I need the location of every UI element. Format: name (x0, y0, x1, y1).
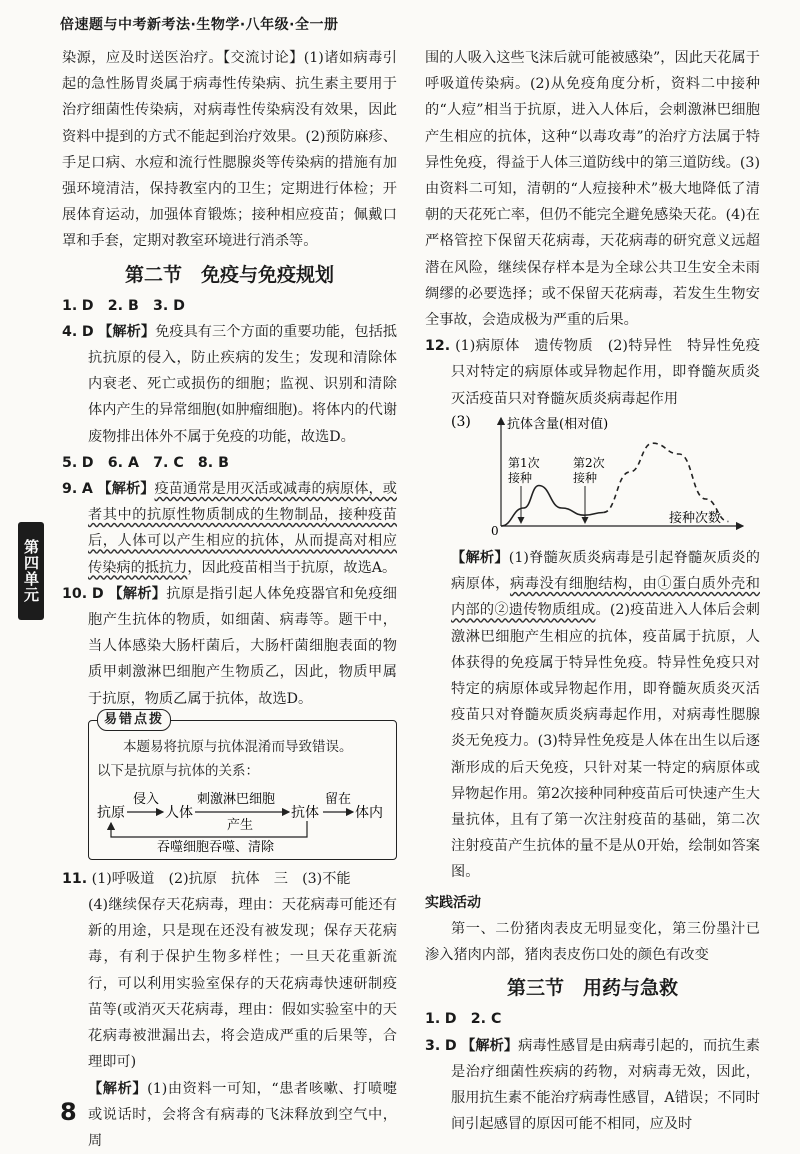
diagram-phago-label: 吞噬细胞吞噬、清除 (157, 839, 275, 853)
tip-line-2: 以下是抗原与抗体的关系： (97, 759, 388, 783)
chart-annotation-1b: 接种 (508, 470, 532, 485)
running-header: 倍速题与中考新考法·生物学·八年级·全一册 (60, 14, 338, 34)
diagram-inbody: 体内 (355, 804, 383, 821)
chart-annotation-2a: 第2次 (573, 455, 605, 470)
diagram-antigen: 抗原 (97, 804, 125, 821)
answer-11: 11. (1)呼吸道 (2)抗原 抗体 三 (3)不能 (62, 866, 397, 892)
answer-1-3: 1. D 2. B 3. D (62, 293, 397, 319)
diagram-enter-label: 侵入 (133, 792, 159, 807)
antigen-antibody-diagram (97, 783, 387, 853)
answer-b1-2: 1. D 2. C (425, 1006, 760, 1032)
unit-tab: 第四单元 (18, 522, 44, 620)
answer-11-analysis: 【解析】(1)由资料一可知，“患者咳嗽、打喷嚏或说话时，会将含有病毒的飞沫释放到空气中，周 (62, 1076, 397, 1154)
practice-title: 实践活动 (425, 890, 760, 916)
diagram-antibody: 抗体 (291, 804, 319, 821)
answer-10: 10. D 【解析】抗原是指引起人体免疫器官和免疫细胞产生抗体的物质，如细菌、病毒等。题干中，当人体感染大肠杆菌后，大肠杆菌细胞表面的物质甲刺激淋巴细胞产生物质乙，因此，物质甲属于抗原，物质乙属于抗体，故选D。 (62, 581, 397, 712)
chart-part-label: (3) (451, 414, 471, 430)
chart-annotation-2b: 接种 (573, 470, 597, 485)
intro-paragraph: 染源，应及时送医治疗。【交流讨论】(1)诸如病毒引起的急性肠胃炎属于病毒性传染病、抗生素主要用于治疗细菌性传染病，对病毒性传染病没有效果，因此资料中提到的方式不能起到治疗效果。(2)预防麻疹、手足口病、水痘和流行性腮腺炎等传染病的措施有加强环境清洁，保持教室内的卫生；定期进行体检；开展体育运动，加强体育锻炼；接种相应疫苗；佩戴口罩和手套，定期对教室环境进行消杀等。 (62, 45, 397, 255)
diagram-stim-label: 刺激淋巴细胞 (197, 791, 275, 807)
chart-series-segment-1 (501, 485, 603, 526)
section-title-3: 第三节 用药与急救 (425, 974, 760, 1002)
tip-box (88, 720, 397, 860)
answer-9: 9. A 【解析】疫苗通常是用灭活或减毒的病原体，或者其中的抗原性物质制成的生物制品，接种疫苗后，人体可以产生相应的抗体，从而提高对相应传染病的抵抗力，因此疫苗相当于抗原，故选A。 (62, 476, 397, 581)
diagram-body: 人体 (165, 804, 193, 821)
section-title-2: 第二节 免疫与免疫规划 (62, 261, 397, 289)
diagram-produce-label: 产生 (227, 817, 253, 833)
antibody-chart (451, 414, 751, 536)
diagram-remain-label: 留在 (325, 792, 351, 807)
left-column (62, 45, 397, 1154)
answer-12-analysis: 【解析】(1)脊髓灰质炎病毒是引起脊髓灰质炎的病原体，病毒没有细胞结构，由①蛋白质外壳和内部的②遗传物质组成。(2)疫苗进入人体后会刺激淋巴细胞产生相应的抗体，疫苗属于抗原，人体获得的免疫属于特异性免疫。特异性免疫只对特定的病原体或异物起作用，即脊髓灰质炎灭活疫苗只对脊髓灰质炎病毒起作用，对病毒性腮腺炎无免疫力。(3)特异性免疫是人体在出生以后逐渐形成的后天免疫，只针对某一特定的病原体或异物起作用。第2次接种同种疫苗后可快速产生大量抗体，且有了第一次注射疫苗的基础，第二次注射疫苗产生抗体的量不是从0开始，绘制如答案图。 (425, 545, 760, 886)
answer-12: 12. (1)病原体 遗传物质 (2)特异性 特异性免疫只对特定的病原体或异物起作用，即脊髓灰质炎灭活疫苗只对脊髓灰质炎病毒起作用 (425, 333, 760, 412)
answer-4: 4. D 【解析】免疫具有三个方面的重要功能，包括抵抗抗原的侵入，防止疾病的发生；发现和清除体内衰老、死亡或损伤的细胞；监视、识别和清除体内产生的异常细胞(如肿瘤细胞)。将体内的代谢废物排出体外不属于免疫的功能，故选D。 (62, 319, 397, 450)
chart-x-label: 接种次数 (669, 510, 721, 526)
answer-11-part4: (4)继续保存天花病毒，理由：天花病毒可能还有新的用途，只是现在还没有被发现；保存天花病毒，有利于保护生物多样性；一旦天花重新流行，可以利用实验室保存的天花病毒快速研制疫苗等(或消灭天花病毒，理由：假如实验室中的天花病毒被泄漏出去，将会造成严重的后果等，合理即可) (62, 892, 397, 1075)
chart-origin-label: 0 (491, 524, 499, 536)
chart-y-label: 抗体含量(相对值) (507, 416, 608, 432)
antibody-chart-block (425, 414, 760, 545)
tip-box-title: 易错点拨 (97, 709, 171, 731)
chart-annotation-1a: 第1次 (508, 455, 540, 470)
answer-11-analysis-cont: 围的人吸入这些飞沫后就可能被感染”，因此天花属于呼吸道传染病。(2)从免疫角度分析，资料二中接种的“人痘”相当于抗原，进入人体后，会刺激淋巴细胞产生相应的抗体，这种“以毒攻毒”的治疗方法属于特异性免疫，得益于人体三道防线中的第三道防线。(3)由资料二可知，清朝的“人痘接种术”极大地降低了清朝的天花死亡率，但仍不能完全避免感染天花。(4)在严格管控下保留天花病毒，天花病毒的研究意义远超潜在风险，继续保存样本是为全球公共卫生安全未雨绸缪的必要选择；或不保留天花病毒，若发生生物安全事故，会造成极为严重的后果。 (425, 45, 760, 333)
answer-b3: 3. D 【解析】病毒性感冒是由病毒引起的，而抗生素是治疗细菌性疾病的药物，对病毒无效，因此，服用抗生素不能治疗病毒性感冒，A错误；不同时间引起感冒的原因可能不相同，应及时 (425, 1033, 760, 1138)
chart-series-segment-2 (603, 443, 728, 521)
answer-5-8: 5. D 6. A 7. C 8. B (62, 450, 397, 476)
page-number: 8 (60, 1098, 77, 1126)
right-column (425, 45, 760, 1137)
practice-text: 第一、二份猪肉表皮无明显变化，第三份墨汁已渗入猪肉内部，猪肉表皮伤口处的颜色有改变 (425, 916, 760, 968)
tip-line-1: 本题易将抗原与抗体混淆而导致错误。 (97, 735, 388, 759)
diagram-return-arrow (111, 821, 307, 837)
